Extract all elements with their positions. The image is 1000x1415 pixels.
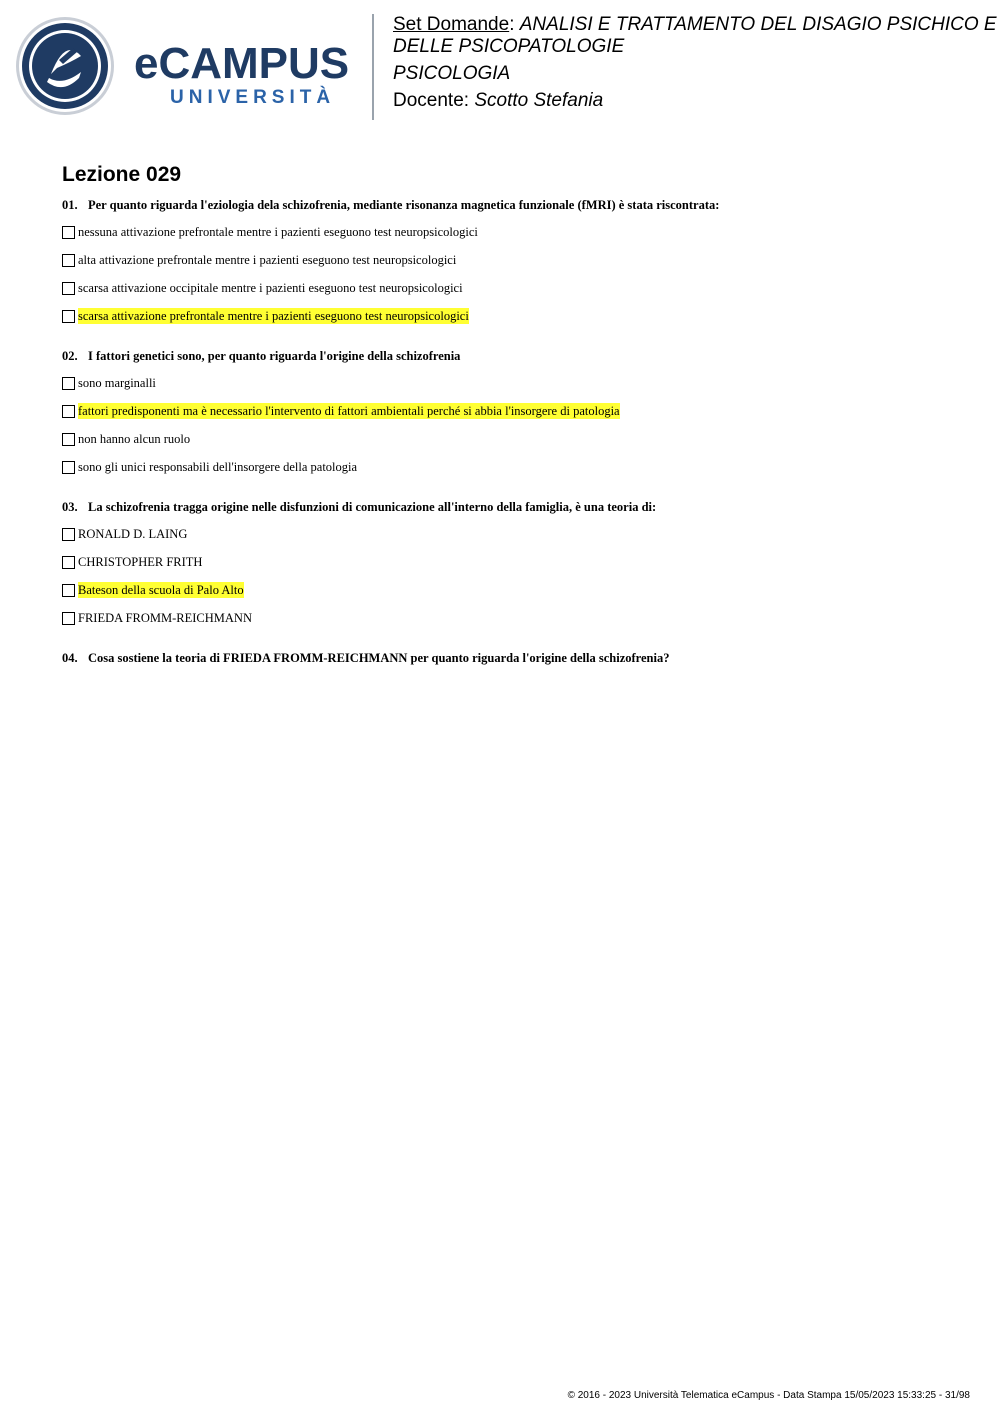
checkbox[interactable] [62, 405, 75, 418]
checkbox[interactable] [62, 612, 75, 625]
question-text: I fattori genetici sono, per quanto riguarda l'origine della schizofrenia [88, 349, 461, 363]
set-domande-label: Set Domande [393, 14, 510, 35]
subject-label: PSICOLOGIA [393, 63, 511, 84]
docente-line [393, 90, 603, 112]
question-number: 03. [62, 500, 78, 514]
header-divider [372, 14, 374, 120]
answer-option[interactable] [62, 279, 463, 297]
answer-option[interactable] [62, 374, 156, 392]
course-title-line-1 [393, 14, 1000, 36]
checkbox[interactable] [62, 584, 75, 597]
docente-name: Scotto Stefania [474, 90, 604, 111]
option-text: CHRISTOPHER FRITH [78, 555, 203, 569]
option-text: scarsa attivazione occipitale mentre i pazienti eseguono test neuropsicologici [78, 281, 463, 295]
question-01 [62, 197, 992, 213]
answer-option[interactable] [62, 458, 357, 476]
checkbox[interactable] [62, 461, 75, 474]
checkbox[interactable] [62, 282, 75, 295]
question-number: 02. [62, 349, 78, 363]
checkbox[interactable] [62, 377, 75, 390]
option-text: alta attivazione prefrontale mentre i pazienti eseguono test neuropsicologici [78, 253, 457, 267]
question-text: Cosa sostiene la teoria di FRIEDA FROMM-REICHMANN per quanto riguarda l'origine della schizofrenia? [88, 651, 670, 665]
question-03 [62, 499, 992, 515]
checkbox[interactable] [62, 310, 75, 323]
checkbox[interactable] [62, 556, 75, 569]
question-02 [62, 348, 992, 364]
answer-option[interactable] [62, 581, 244, 599]
option-text: FRIEDA FROMM-REICHMANN [78, 611, 252, 625]
ecampus-wordmark-logo [134, 40, 356, 112]
answer-option[interactable] [62, 553, 202, 571]
course-title-line-2: DELLE PSICOPATOLOGIE [393, 36, 625, 57]
course-header [393, 14, 1000, 58]
checkbox[interactable] [62, 433, 75, 446]
course-title-part-1: ANALISI E TRATTAMENTO DEL DISAGIO PSICHICO E [519, 14, 997, 35]
ecampus-seal-logo [15, 16, 115, 116]
option-text: non hanno alcun ruolo [78, 432, 191, 446]
logo-university-text: UNIVERSITÀ [170, 87, 336, 108]
option-text-highlighted: fattori predisponenti ma è necessario l'intervento di fattori ambientali perché si abbia l'insorgere di patologia [78, 404, 620, 418]
answer-option[interactable] [62, 251, 456, 269]
option-text-highlighted: Bateson della scuola di Palo Alto [78, 583, 244, 597]
checkbox[interactable] [62, 226, 75, 239]
option-text-highlighted: scarsa attivazione prefrontale mentre i pazienti eseguono test neuropsicologici [78, 309, 469, 323]
page-footer: © 2016 - 2023 Università Telematica eCampus - Data Stampa 15/05/2023 15:33:25 - 31/98 [567, 1390, 970, 1401]
answer-option[interactable] [62, 525, 187, 543]
colon-sep: : [509, 14, 520, 35]
option-text: RONALD D. LAING [78, 527, 188, 541]
checkbox[interactable] [62, 254, 75, 267]
answer-option[interactable] [62, 430, 190, 448]
question-text: Per quanto riguarda l'eziologia dela schizofrenia, mediante risonanza magnetica funzionale (fMRI) è stata riscontrata: [88, 198, 720, 212]
question-number: 04. [62, 651, 78, 665]
question-04 [62, 650, 992, 666]
docente-label: Docente: [393, 90, 470, 111]
answer-option[interactable] [62, 609, 252, 627]
question-text: La schizofrenia tragga origine nelle disfunzioni di comunicazione all'interno della famiglia, è una teoria di: [88, 500, 657, 514]
question-number: 01. [62, 198, 78, 212]
answer-option[interactable] [62, 307, 469, 325]
option-text: sono gli unici responsabili dell'insorgere della patologia [78, 460, 358, 474]
answer-option[interactable] [62, 402, 620, 420]
option-text: nessuna attivazione prefrontale mentre i pazienti eseguono test neuropsicologici [78, 225, 478, 239]
checkbox[interactable] [62, 528, 75, 541]
answer-option[interactable] [62, 223, 478, 241]
lesson-title: Lezione 029 [62, 163, 182, 186]
logo-brand-text: eCAMPUS [134, 39, 350, 88]
option-text: sono marginalli [78, 376, 156, 390]
